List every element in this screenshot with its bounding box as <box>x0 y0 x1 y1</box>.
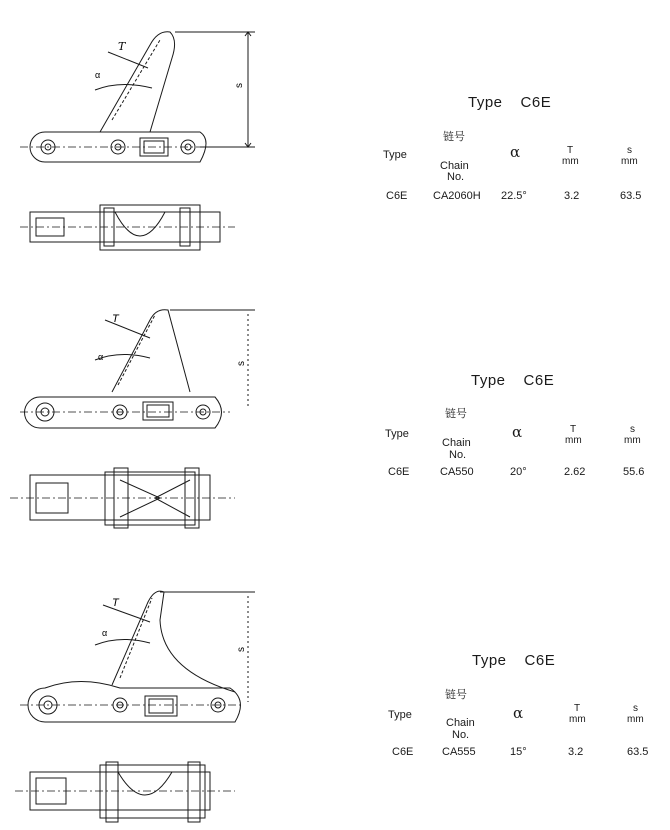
header-type: Type <box>385 428 409 440</box>
type-title-code: C6E <box>524 652 556 669</box>
section-3 <box>0 560 670 830</box>
header-chain-no: No. <box>449 449 467 461</box>
header-t: T <box>567 145 574 156</box>
row-chain: CA555 <box>442 746 476 758</box>
row-chain: CA550 <box>440 466 474 478</box>
header-t-unit: mm <box>569 714 586 725</box>
row-s: 55.6 <box>623 466 645 478</box>
row-alpha: 15° <box>510 746 527 758</box>
header-chain-cn: 链号 <box>443 131 465 143</box>
header-s-unit: mm <box>624 435 641 446</box>
attachment-drawing-3 <box>0 560 290 825</box>
header-s: s <box>633 703 638 714</box>
header-alpha: α <box>512 423 523 441</box>
alpha-label-2: α <box>98 352 104 362</box>
header-t-unit: mm <box>562 156 579 167</box>
row-type: C6E <box>386 190 408 202</box>
header-s: s <box>630 424 635 435</box>
s-label-3: s <box>236 647 247 652</box>
header-chain-cn: 链号 <box>445 689 467 701</box>
type-title-code: C6E <box>523 372 555 389</box>
row-s: 63.5 <box>620 190 642 202</box>
header-chain-no: No. <box>452 729 470 741</box>
type-title-code: C6E <box>520 94 552 111</box>
type-title-2 <box>471 372 554 389</box>
header-s: s <box>627 145 632 156</box>
type-title-1 <box>468 94 551 111</box>
alpha-label-1: α <box>95 70 101 80</box>
t-label-2: T <box>112 313 119 325</box>
type-title-3 <box>472 652 555 669</box>
row-t: 3.2 <box>564 190 580 202</box>
row-t: 2.62 <box>564 466 586 478</box>
header-s-unit: mm <box>627 714 644 725</box>
row-s: 63.5 <box>627 746 649 758</box>
header-s-unit: mm <box>621 156 638 167</box>
type-title-prefix: Type <box>468 94 503 111</box>
header-chain-en: Chain <box>440 160 469 172</box>
header-alpha: α <box>513 704 524 722</box>
header-t: T <box>574 703 581 714</box>
type-title-prefix: Type <box>472 652 507 669</box>
header-chain-en: Chain <box>446 717 475 729</box>
t-label-3: T <box>112 597 119 609</box>
attachment-drawing-1 <box>0 0 290 270</box>
section-2 <box>0 280 670 550</box>
attachment-drawing-2 <box>0 280 290 550</box>
header-alpha: α <box>510 143 521 161</box>
row-alpha: 20° <box>510 466 527 478</box>
alpha-label-3: α <box>102 628 108 638</box>
row-alpha: 22.5° <box>501 190 527 202</box>
header-t: T <box>570 424 577 435</box>
header-chain-cn: 链号 <box>445 408 467 420</box>
header-chain-en: Chain <box>442 437 471 449</box>
header-chain-no: No. <box>447 171 465 183</box>
type-title-prefix: Type <box>471 372 506 389</box>
row-t: 3.2 <box>568 746 584 758</box>
header-t-unit: mm <box>565 435 582 446</box>
row-chain: CA2060H <box>433 190 481 202</box>
s-label-2: s <box>236 361 247 366</box>
t-label-1: T <box>118 40 126 53</box>
row-type: C6E <box>388 466 410 478</box>
header-type: Type <box>388 709 412 721</box>
s-label-1: s <box>234 83 245 88</box>
row-type: C6E <box>392 746 414 758</box>
section-1 <box>0 0 670 270</box>
header-type: Type <box>383 149 407 161</box>
